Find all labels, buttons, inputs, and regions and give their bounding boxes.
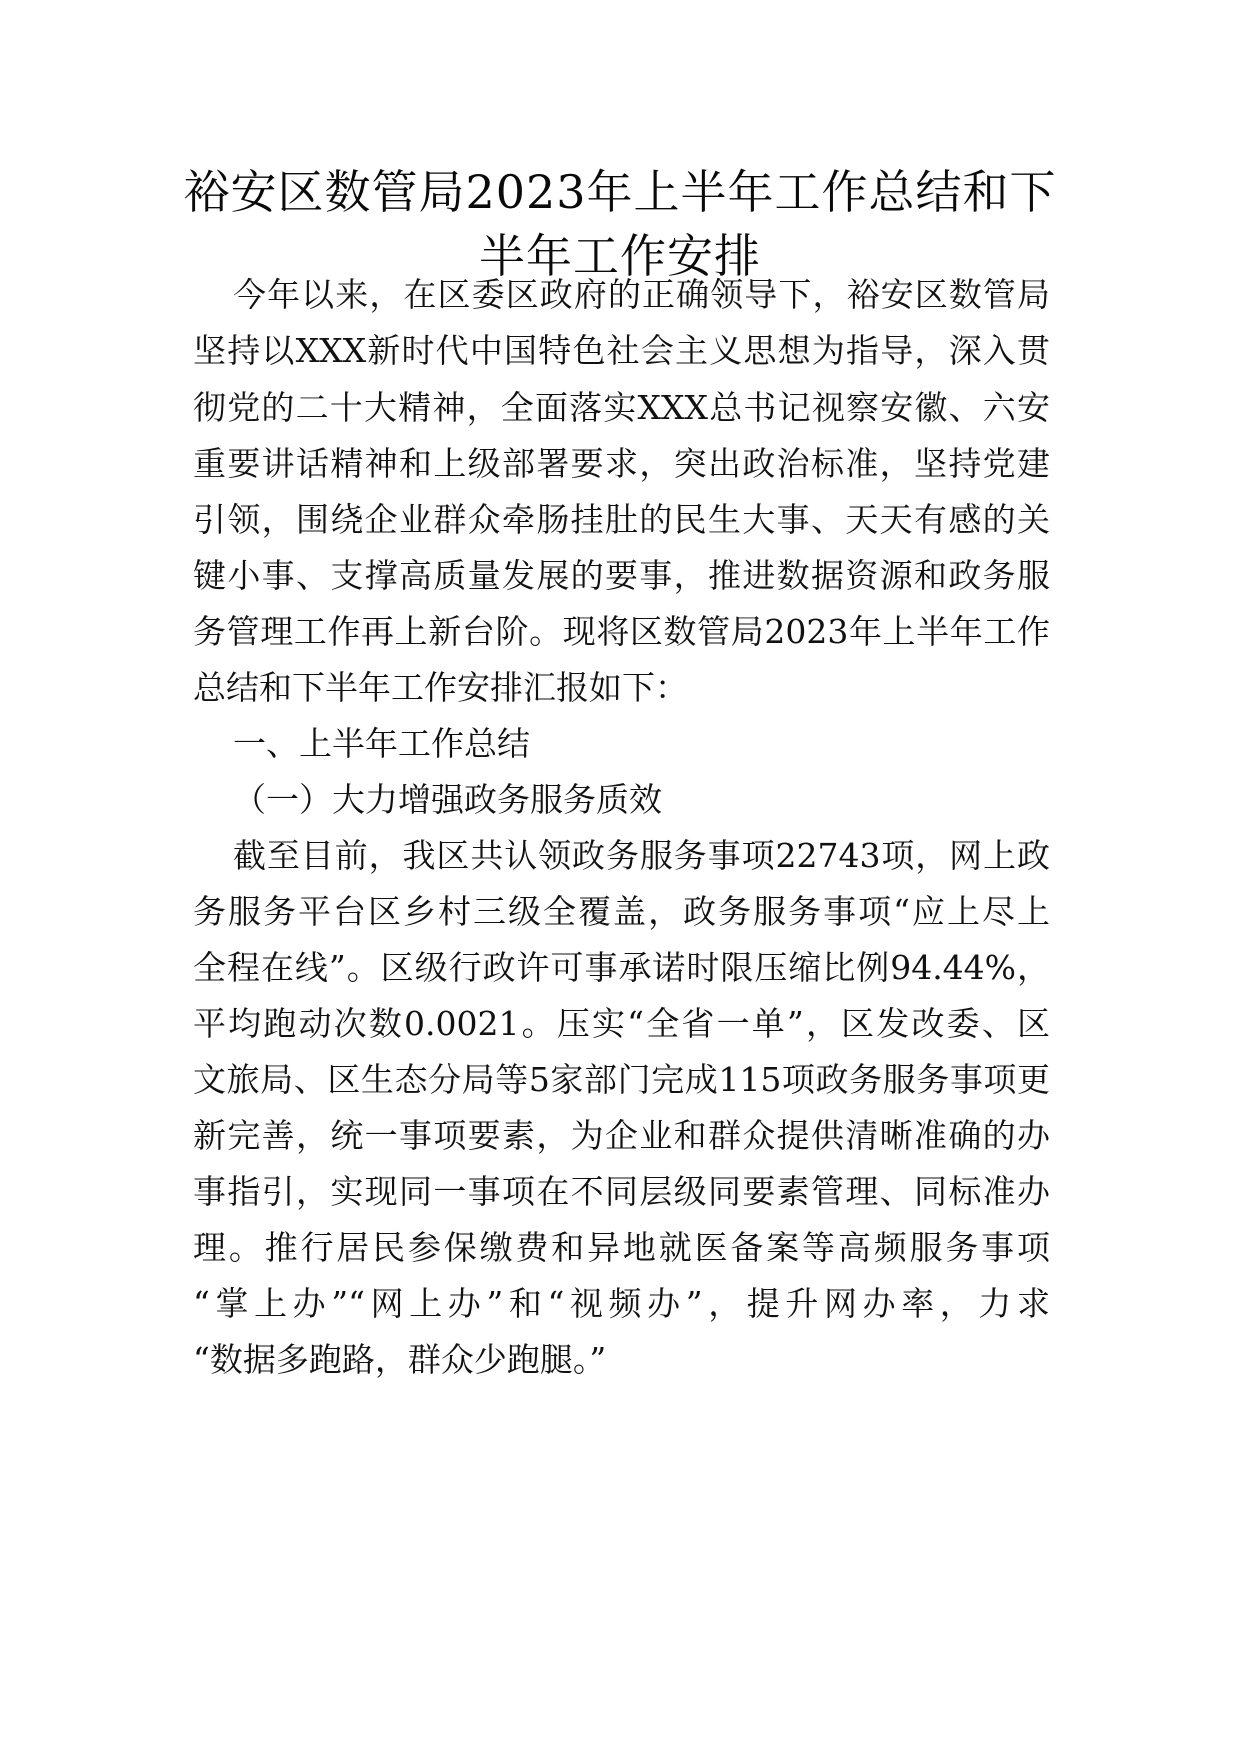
subsection-heading: （一）大力增强政务服务质效 [233, 780, 662, 819]
paragraph-line: 键小事、支撑高质量发展的要事，推进数据资源和政务服 [193, 556, 1050, 595]
paragraph-line: 截至目前，我区共认领政务服务事项22743项，网上政 [233, 836, 1050, 875]
section-heading: 一、上半年工作总结 [233, 724, 530, 763]
document-title [150, 160, 1090, 288]
paragraph-line: 理。推行居民参保缴费和异地就医备案等高频服务事项 [193, 1228, 1050, 1267]
paragraph-line: 文旅局、区生态分局等5家部门完成115项政务服务事项更 [193, 1060, 1050, 1099]
paragraph-line: 引领，围绕企业群众牵肠挂肚的民生大事、天天有感的关 [193, 500, 1050, 539]
title-line: 半年工作安排 [479, 229, 761, 283]
paragraph-line: 务服务平台区乡村三级全覆盖，政务服务事项“应上尽上 [193, 892, 1050, 931]
paragraph-line: 今年以来，在区委区政府的正确领导下，裕安区数管局 [233, 275, 1050, 314]
paragraph-line: “数据多跑路，群众少跑腿。” [193, 1340, 607, 1379]
paragraph-line: 总结和下半年工作安排汇报如下： [193, 668, 688, 707]
paragraph-line: 新完善，统一事项要素，为企业和群众提供清晰准确的办 [193, 1116, 1050, 1155]
paragraph-line: 坚持以XXX新时代中国特色社会主义思想为指导，深入贯 [193, 331, 1050, 370]
title-line: 裕安区数管局2023年上半年工作总结和下 [183, 165, 1057, 219]
paragraph-line: 事指引，实现同一事项在不同层级同要素管理、同标准办 [193, 1172, 1050, 1211]
paragraph-line: 务管理工作再上新台阶。现将区数管局2023年上半年工作 [193, 612, 1050, 651]
paragraph-line: 彻党的二十大精神，全面落实XXX总书记视察安徽、六安 [193, 388, 1050, 427]
paragraph-line: 全程在线”。区级行政许可事承诺时限压缩比例94.44%， [193, 948, 1050, 987]
paragraph-line: “掌上办”“网上办”和“视频办”，提升网办率，力求 [193, 1284, 1050, 1323]
paragraph-line: 重要讲话精神和上级部署要求，突出政治标准，坚持党建 [193, 444, 1050, 483]
paragraph-line: 平均跑动次数0.0021。压实“全省一单”，区发改委、区 [193, 1004, 1050, 1043]
